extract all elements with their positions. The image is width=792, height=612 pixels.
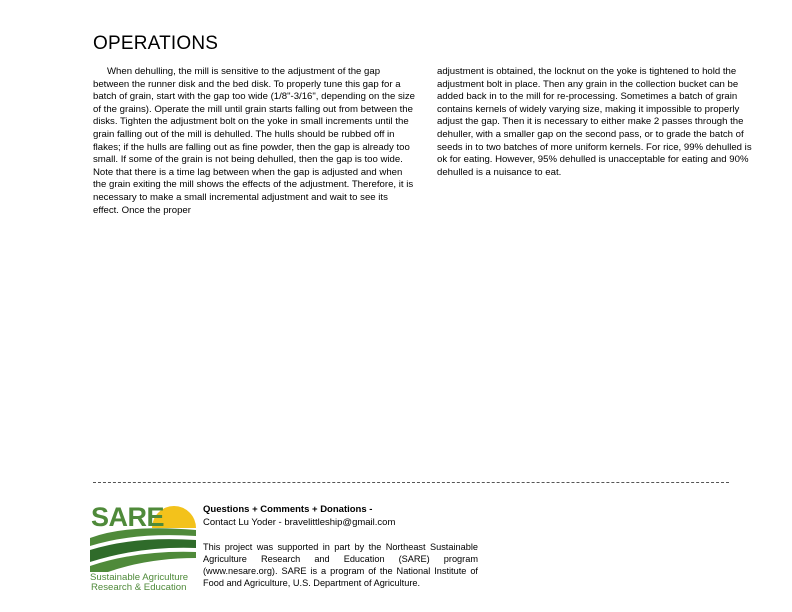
body-paragraph-left: When dehulling, the mill is sensitive to the adjustment of the gap between the runner disk and the bed disk. To properly tune this gap for a batch of grain, start with the gap too wide (1/8"-3/16", depending on the size of the grains). Operate the mill until grain starts falling out from between the disks. Tighten the adjustment bolt on the yoke in small increments until the grain falling out of the mill is dehulled. The hulls should be rubbed off in flakes; if the hulls are falling out as fine powder, then the gap is already too small. If some of the grain is not being dehulled, then the gap is too wide. Note that there is a time lag between when the gap is adjusted and when the grain exiting the mill shows the effects of the adjustment. Therefore, it is necessary to make a small incremental adjustment and wait to see its effect. Once the proper <box>93 66 416 216</box>
body-paragraph-right: adjustment is obtained, the locknut on the yoke is tightened to hold the adjustment bolt in place. Then any grain in the collection bucket can be added back in to the mill for re-processing. Sometimes a batch of grain contains kernels of widely varying size, making it impossible to properly adjust the gap. Then it is necessary to either make 2 passes through the dehuller, with a smaller gap on the second pass, or to grade the batch of seeds in to two batches of more uniform kernels. For rice, 99% dehulled is ok for eating. However, 95% dehulled is unacceptable for eating and 90% dehulled is a nuisance to eat. <box>437 66 752 178</box>
logo-line-1: Sustainable Agriculture <box>90 572 189 583</box>
footer-contact: Contact Lu Yoder - bravelittleship@gmail.com <box>203 517 396 528</box>
footer-divider <box>93 482 729 483</box>
sare-logo <box>88 500 200 592</box>
logo-line-2: Research & Education <box>91 582 187 592</box>
footer-support-text: This project was supported in part by the Northeast Sustainable Agriculture Research and Education (SARE) program (www.nesare.org). SARE is a program of the National Institute of Food and Agriculture, U.S. Department of Agriculture. <box>203 542 478 588</box>
section-heading: OPERATIONS <box>93 33 219 54</box>
footer-title: Questions + Comments + Donations - <box>203 504 373 515</box>
logo-wordmark: SARE <box>91 502 165 532</box>
body-column-left <box>93 66 415 217</box>
body-column-right <box>437 66 759 179</box>
